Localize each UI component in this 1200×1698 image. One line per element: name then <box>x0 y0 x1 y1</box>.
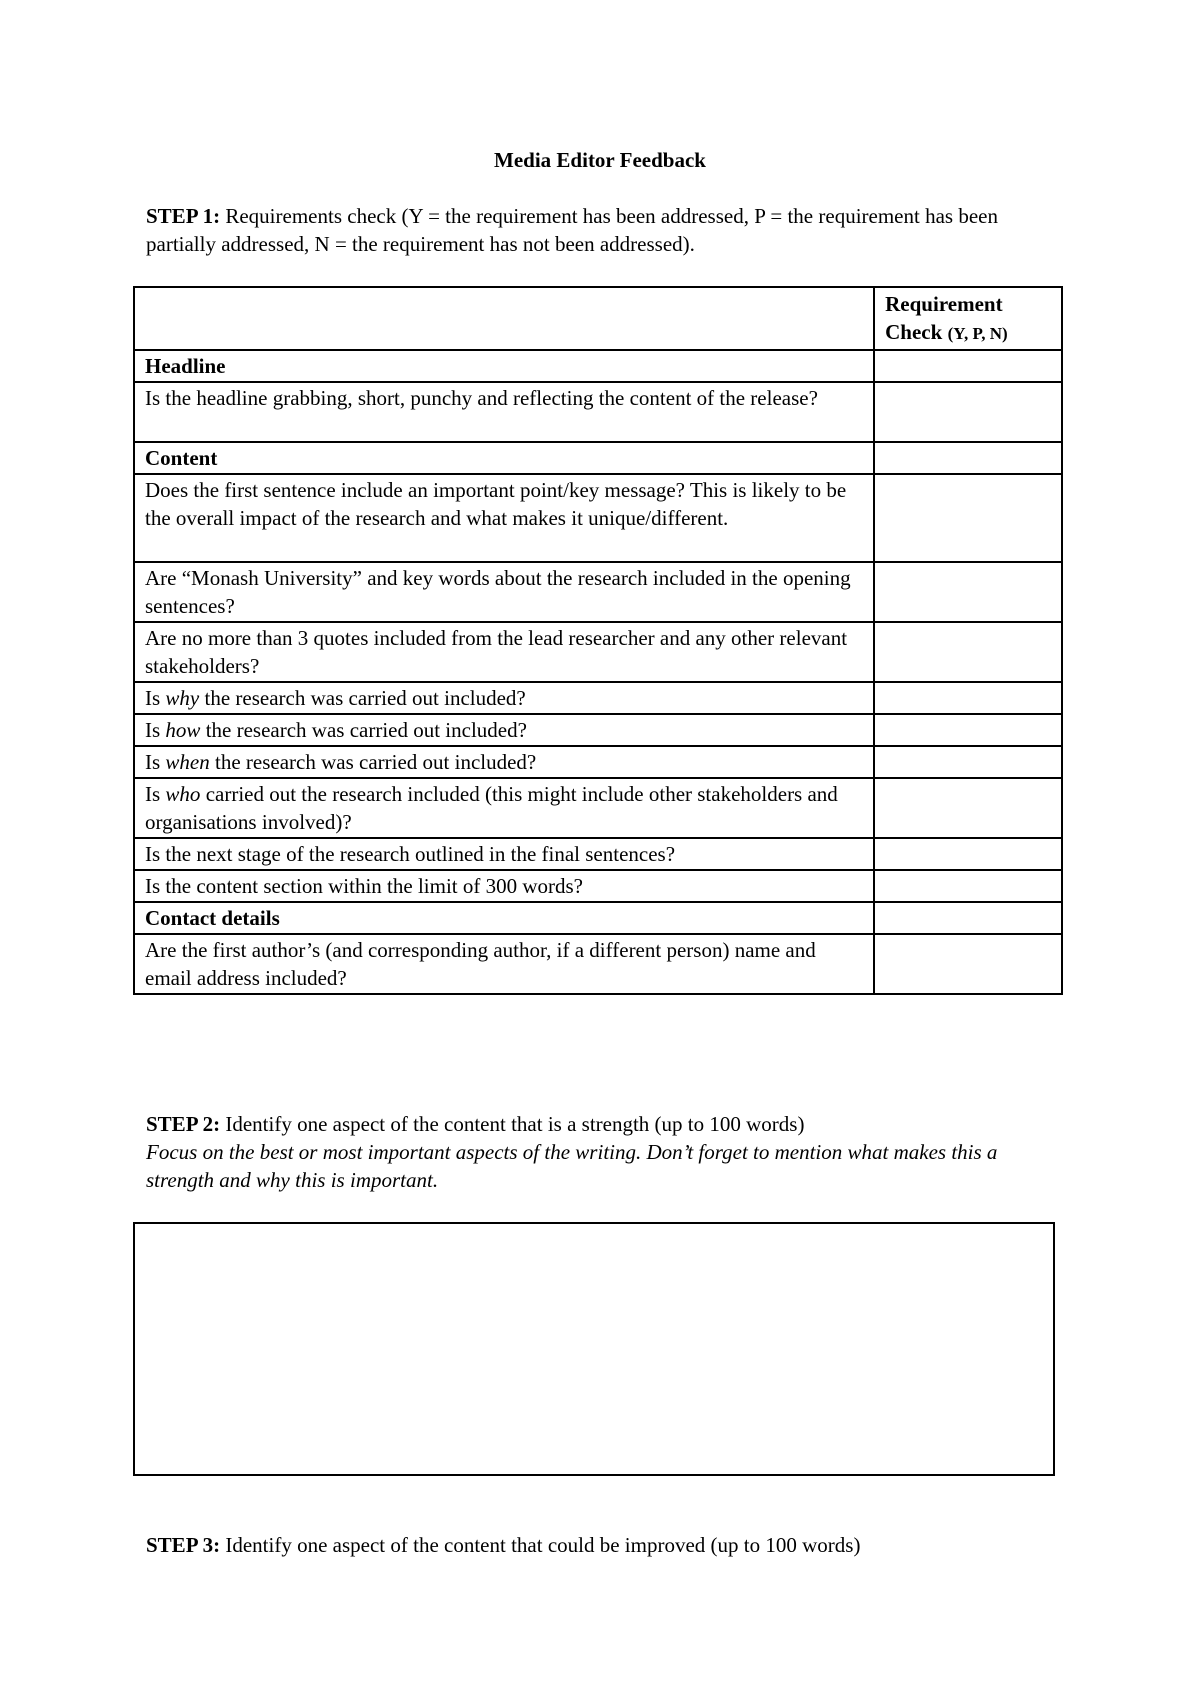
table-row <box>134 474 1062 562</box>
section-heading-content: Content <box>134 442 874 474</box>
requirement-question: Is when the research was carried out included? <box>134 746 874 778</box>
step3-instructions <box>146 1531 1066 1559</box>
check-cell[interactable] <box>874 442 1062 474</box>
requirement-question: Is the content section within the limit of 300 words? <box>134 870 874 902</box>
table-row <box>134 746 1062 778</box>
requirement-question: Is why the research was carried out included? <box>134 682 874 714</box>
table-row <box>134 442 1062 474</box>
step2-instructions <box>146 1110 1066 1194</box>
table-row <box>134 870 1062 902</box>
check-cell[interactable] <box>874 746 1062 778</box>
requirement-question: Are the first author’s (and corresponding author, if a different person) name and email address included? <box>134 934 874 994</box>
step3-text: Identify one aspect of the content that could be improved (up to 100 words) <box>225 1533 861 1557</box>
table-row <box>134 622 1062 682</box>
table-row <box>134 934 1062 994</box>
requirement-question: Is how the research was carried out included? <box>134 714 874 746</box>
requirement-check-header <box>874 287 1062 350</box>
step3-label: STEP 3: <box>146 1533 221 1557</box>
step1-instructions <box>146 202 1066 258</box>
page-title: Media Editor Feedback <box>494 148 706 172</box>
check-cell[interactable] <box>874 934 1062 994</box>
step2-label: STEP 2: <box>146 1112 221 1136</box>
requirement-question: Are “Monash University” and key words about the research included in the opening sentences? <box>134 562 874 622</box>
section-heading-contact-details: Contact details <box>134 902 874 934</box>
requirement-question: Is the next stage of the research outlined in the final sentences? <box>134 838 874 870</box>
table-row <box>134 778 1062 838</box>
check-cell[interactable] <box>874 474 1062 562</box>
check-cell[interactable] <box>874 870 1062 902</box>
check-cell[interactable] <box>874 622 1062 682</box>
table-row <box>134 350 1062 382</box>
requirement-check-label: Requirement Check <box>885 292 1003 344</box>
requirement-check-key: (Y, P, N) <box>947 324 1008 343</box>
requirement-question: Are no more than 3 quotes included from the lead researcher and any other relevant stakeholders? <box>134 622 874 682</box>
table-row <box>134 902 1062 934</box>
table-row <box>134 714 1062 746</box>
check-cell[interactable] <box>874 382 1062 442</box>
check-cell[interactable] <box>874 714 1062 746</box>
check-cell[interactable] <box>874 562 1062 622</box>
table-row <box>134 682 1062 714</box>
check-cell[interactable] <box>874 902 1062 934</box>
requirement-question: Does the first sentence include an important point/key message? This is likely to be the overall impact of the research and what makes it unique/different. <box>134 474 874 562</box>
step2-text: Identify one aspect of the content that is a strength (up to 100 words) <box>225 1112 805 1136</box>
table-row <box>134 838 1062 870</box>
table-row <box>134 562 1062 622</box>
step2-guidance: Focus on the best or most important aspects of the writing. Don’t forget to mention what makes this a strength and why this is important. <box>146 1140 998 1192</box>
check-cell[interactable] <box>874 838 1062 870</box>
check-cell[interactable] <box>874 778 1062 838</box>
step1-text: Requirements check (Y = the requirement has been addressed, P = the requirement has been partially addressed, N = the requirement has not been addressed). <box>146 204 998 256</box>
check-cell[interactable] <box>874 350 1062 382</box>
header-blank-cell <box>134 287 874 350</box>
requirement-question: Is the headline grabbing, short, punchy and reflecting the content of the release? <box>134 382 874 442</box>
requirement-question: Is who carried out the research included (this might include other stakeholders and organisations involved)? <box>134 778 874 838</box>
table-header-row <box>134 287 1062 350</box>
check-cell[interactable] <box>874 682 1062 714</box>
step1-label: STEP 1: <box>146 204 221 228</box>
section-heading-headline: Headline <box>134 350 874 382</box>
table-row <box>134 382 1062 442</box>
strength-answer-box[interactable] <box>133 1222 1055 1476</box>
requirements-table <box>133 286 1063 995</box>
